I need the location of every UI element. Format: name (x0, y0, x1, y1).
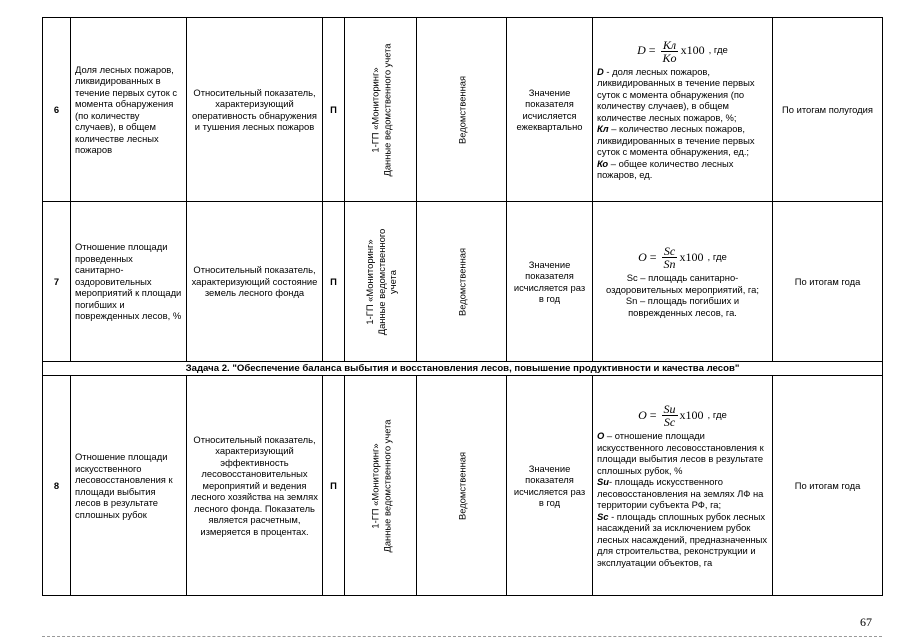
data-source (345, 18, 417, 202)
source-line: 1-ГП «Мониторинг» (369, 442, 380, 529)
formula-cell (593, 202, 773, 362)
reporting-kind (417, 202, 507, 362)
row-number: 8 (43, 376, 71, 596)
row-number: 7 (43, 202, 71, 362)
source-line: 1-ГП «Мониторинг» (363, 238, 375, 325)
indicator-name: Отношение площади проведенных санитарно-оздоровительных мероприятий к площади погибших и поврежденных лесов, % (71, 202, 187, 362)
formula-description: D - доля лесных пожаров, ликвидированных в течение первых суток с момента обнаружения (по количеству случаев), в общем количестве лесных пожаров, %; Кл – количество лесных пожаров, ликвидированных в течение первых суток с момента обнаружения, ед.; Ко – общее количество лесных пожаров, ед. (597, 65, 755, 180)
page-bottom-rule (42, 636, 882, 638)
formula: O = $\frac{Su}{Sc}$ x100 , где (638, 402, 727, 429)
indicator-type: П (323, 18, 345, 202)
source-line: Данные ведомственного учета (380, 42, 392, 177)
formula-description: Sc – площадь санитарно-оздоровительных мероприятий, га; Sn – площадь погибших и поврежденных лесов, га. (606, 272, 759, 318)
formula: O = $\frac{Sc}{Sn}$ x100 , где (638, 244, 727, 271)
formula-cell (593, 18, 773, 202)
table-row (43, 18, 883, 202)
reporting-kind-text: Ведомственная (455, 451, 467, 520)
indicator-description: Относительный показатель, характеризующий оперативность обнаружения и тушения лесных пожаров (187, 18, 323, 202)
indicator-type: П (323, 202, 345, 362)
source-line: учета (386, 269, 398, 294)
reporting-period: По итогам полугодия (773, 18, 883, 202)
source-line: 1-ГП «Мониторинг» (369, 66, 380, 153)
formula-fraction: $\frac{Su}{Sc}$ (663, 402, 676, 429)
formula: D = $\frac{Kл}{Ko}$ x100 , где (637, 37, 728, 65)
indicator-description: Относительный показатель, характеризующий эффективность лесовосстановительных мероприятий и ведения лесного хозяйства на землях лесного фонда. Показатель является расчетным, измеряется в процентах. (187, 376, 323, 596)
reporting-kind-text: Ведомственная (455, 247, 467, 316)
source-line: Данные ведомственного (374, 228, 386, 335)
reporting-period: По итогам года (773, 202, 883, 362)
indicator-name: Доля лесных пожаров, ликвидированных в течение первых суток с момента обнаружения (по количеству случаев), в общем количестве лесных пожаров (71, 18, 187, 202)
indicators-table (42, 17, 883, 596)
table-row (43, 202, 883, 362)
reporting-kind (417, 376, 507, 596)
indicator-type: П (323, 376, 345, 596)
reporting-kind-text: Ведомственная (455, 75, 467, 144)
calc-frequency: Значение показателя исчисляется раз в год (507, 376, 593, 596)
indicator-name: Отношение площади искусственного лесовосстановления к площади выбытия лесов в результате сплошных рубок (71, 376, 187, 596)
reporting-period: По итогам года (773, 376, 883, 596)
formula-fraction: $\frac{Kл}{Ko}$ (662, 37, 677, 65)
calc-frequency: Значение показателя исчисляется раз в год (507, 202, 593, 362)
data-source (345, 376, 417, 596)
page-number: 67 (860, 615, 872, 629)
formula-fraction: $\frac{Sc}{Sn}$ (663, 244, 676, 271)
formula-description: О – отношение площади искусственного лесовосстановления к площади выбытия лесов в результате сплошных рубок, % Su- площадь искусственного лесовосстановления на землях ЛФ на территории субъекта РФ, га; Sc - площадь сплошных рубок лесных насаждений за исключением рубок лесных насаждений, предназначенных для строительства, реконструкции и эксплуатации объектов, га (597, 430, 768, 568)
source-line: Данные ведомственного учета (380, 418, 392, 553)
table-row (43, 376, 883, 596)
calc-frequency: Значение показателя исчисляется ежеквартально (507, 18, 593, 202)
formula-cell (593, 376, 773, 596)
task-title: Задача 2. "Обеспечение баланса выбытия и восстановления лесов, повышение продуктивности и качества лесов" (43, 362, 883, 376)
data-source (345, 202, 417, 362)
reporting-kind (417, 18, 507, 202)
indicator-description: Относительный показатель, характеризующий состояние земель лесного фонда (187, 202, 323, 362)
row-number: 6 (43, 18, 71, 202)
task-header-row (43, 362, 883, 376)
